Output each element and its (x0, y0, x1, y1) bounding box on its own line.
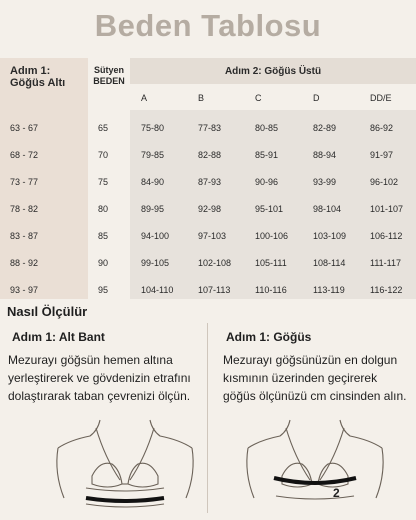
underbust-measurement-illustration (50, 418, 200, 513)
band-size-header (88, 65, 130, 87)
underbust-cell: 78 - 82 (10, 204, 39, 214)
band-size-header-line2: BEDEN (93, 76, 125, 86)
bust-cell: 116-122 (370, 285, 403, 295)
band-size-cell: 70 (98, 150, 109, 160)
bust-cell: 80-85 (255, 123, 279, 133)
bust-cell: 101-107 (370, 204, 404, 214)
bust-cell: 100-106 (255, 231, 289, 241)
underbust-cell: 63 - 67 (10, 123, 39, 133)
bust-cell: 98-104 (313, 204, 342, 214)
bust-header: Adım 2: Göğüs Üstü (224, 66, 322, 77)
bust-cell: 79-85 (141, 150, 165, 160)
step-right-description: Mezurayı göğsünüzün en dolgun kısmının üzerinden geçirerek göğüs ölçünüzü cm cinsinden alın. (223, 353, 407, 403)
bust-cell: 113-119 (313, 285, 345, 295)
bust-cell: 107-113 (198, 285, 231, 295)
underbust-cell: 68 - 72 (10, 150, 39, 160)
table-row (0, 122, 416, 149)
band-size-header-line1: Sütyen (93, 65, 124, 75)
table-row (0, 257, 416, 284)
bust-cell: 105-111 (255, 258, 287, 268)
bust-cell: 87-93 (198, 177, 222, 187)
bust-cell: 77-83 (198, 123, 222, 133)
page-title: Beden Tablosu (94, 8, 322, 43)
how-to-heading: Nasıl Ölçülür (7, 304, 88, 319)
bust-cell: 92-98 (198, 204, 222, 214)
bust-cell: 88-94 (313, 150, 337, 160)
band-size-cell: 75 (98, 177, 109, 187)
bust-measurement-illustration (240, 418, 390, 513)
bust-cell: 102-108 (198, 258, 232, 268)
bust-cell: 82-88 (198, 150, 222, 160)
band-size-cell: 95 (98, 285, 109, 295)
underbust-cell: 73 - 77 (10, 177, 39, 187)
bust-cell: 106-112 (370, 231, 403, 241)
bust-cell: 94-100 (141, 231, 170, 241)
cup-header-b: B (198, 93, 205, 103)
bust-cell: 84-90 (141, 177, 165, 187)
underbust-cell: 83 - 87 (10, 231, 39, 241)
cup-header-c: C (255, 93, 262, 103)
band-size-cell: 90 (98, 258, 109, 268)
bust-cell: 82-89 (313, 123, 337, 133)
band-size-cell: 80 (98, 204, 109, 214)
step-left-title: Adım 1: Alt Bant (12, 330, 105, 344)
bust-cell: 111-117 (370, 258, 402, 268)
table-row (0, 230, 416, 257)
underbust-cell: 88 - 92 (10, 258, 39, 268)
step-right-title: Adım 1: Göğüs (226, 330, 312, 344)
cup-header-d: D (313, 93, 320, 103)
cup-header-a: A (141, 93, 148, 103)
bust-cell: 104-110 (141, 285, 174, 295)
cup-header-dd: DD/E (370, 93, 392, 103)
bust-cell: 85-91 (255, 150, 279, 160)
bust-cell: 86-92 (370, 123, 394, 133)
bust-cell: 93-99 (313, 177, 337, 187)
bust-cell: 108-114 (313, 258, 346, 268)
bust-cell: 91-97 (370, 150, 394, 160)
table-row (0, 149, 416, 176)
bust-cell: 110-116 (255, 285, 287, 295)
column-divider (207, 323, 208, 513)
table-row (0, 176, 416, 203)
bust-cell: 89-95 (141, 204, 165, 214)
underbust-header: Adım 1: Göğüs Altı (10, 65, 66, 89)
bust-cell: 99-105 (141, 258, 170, 268)
step-left-description: Mezurayı göğsün hemen altına yerleştirerek ve gövdenizin etrafını dolaştırarak taban çevrenizi ölçün. (8, 353, 191, 403)
band-size-cell: 85 (98, 231, 109, 241)
bust-cell: 97-103 (198, 231, 227, 241)
figure-number: 2 (333, 486, 340, 500)
underbust-cell: 93 - 97 (10, 285, 39, 295)
bust-cell: 103-109 (313, 231, 347, 241)
bust-cell: 90-96 (255, 177, 279, 187)
bust-cell: 95-101 (255, 204, 284, 214)
band-size-cell: 65 (98, 123, 109, 133)
bust-cell: 75-80 (141, 123, 165, 133)
table-row (0, 203, 416, 230)
bust-cell: 96-102 (370, 177, 399, 187)
